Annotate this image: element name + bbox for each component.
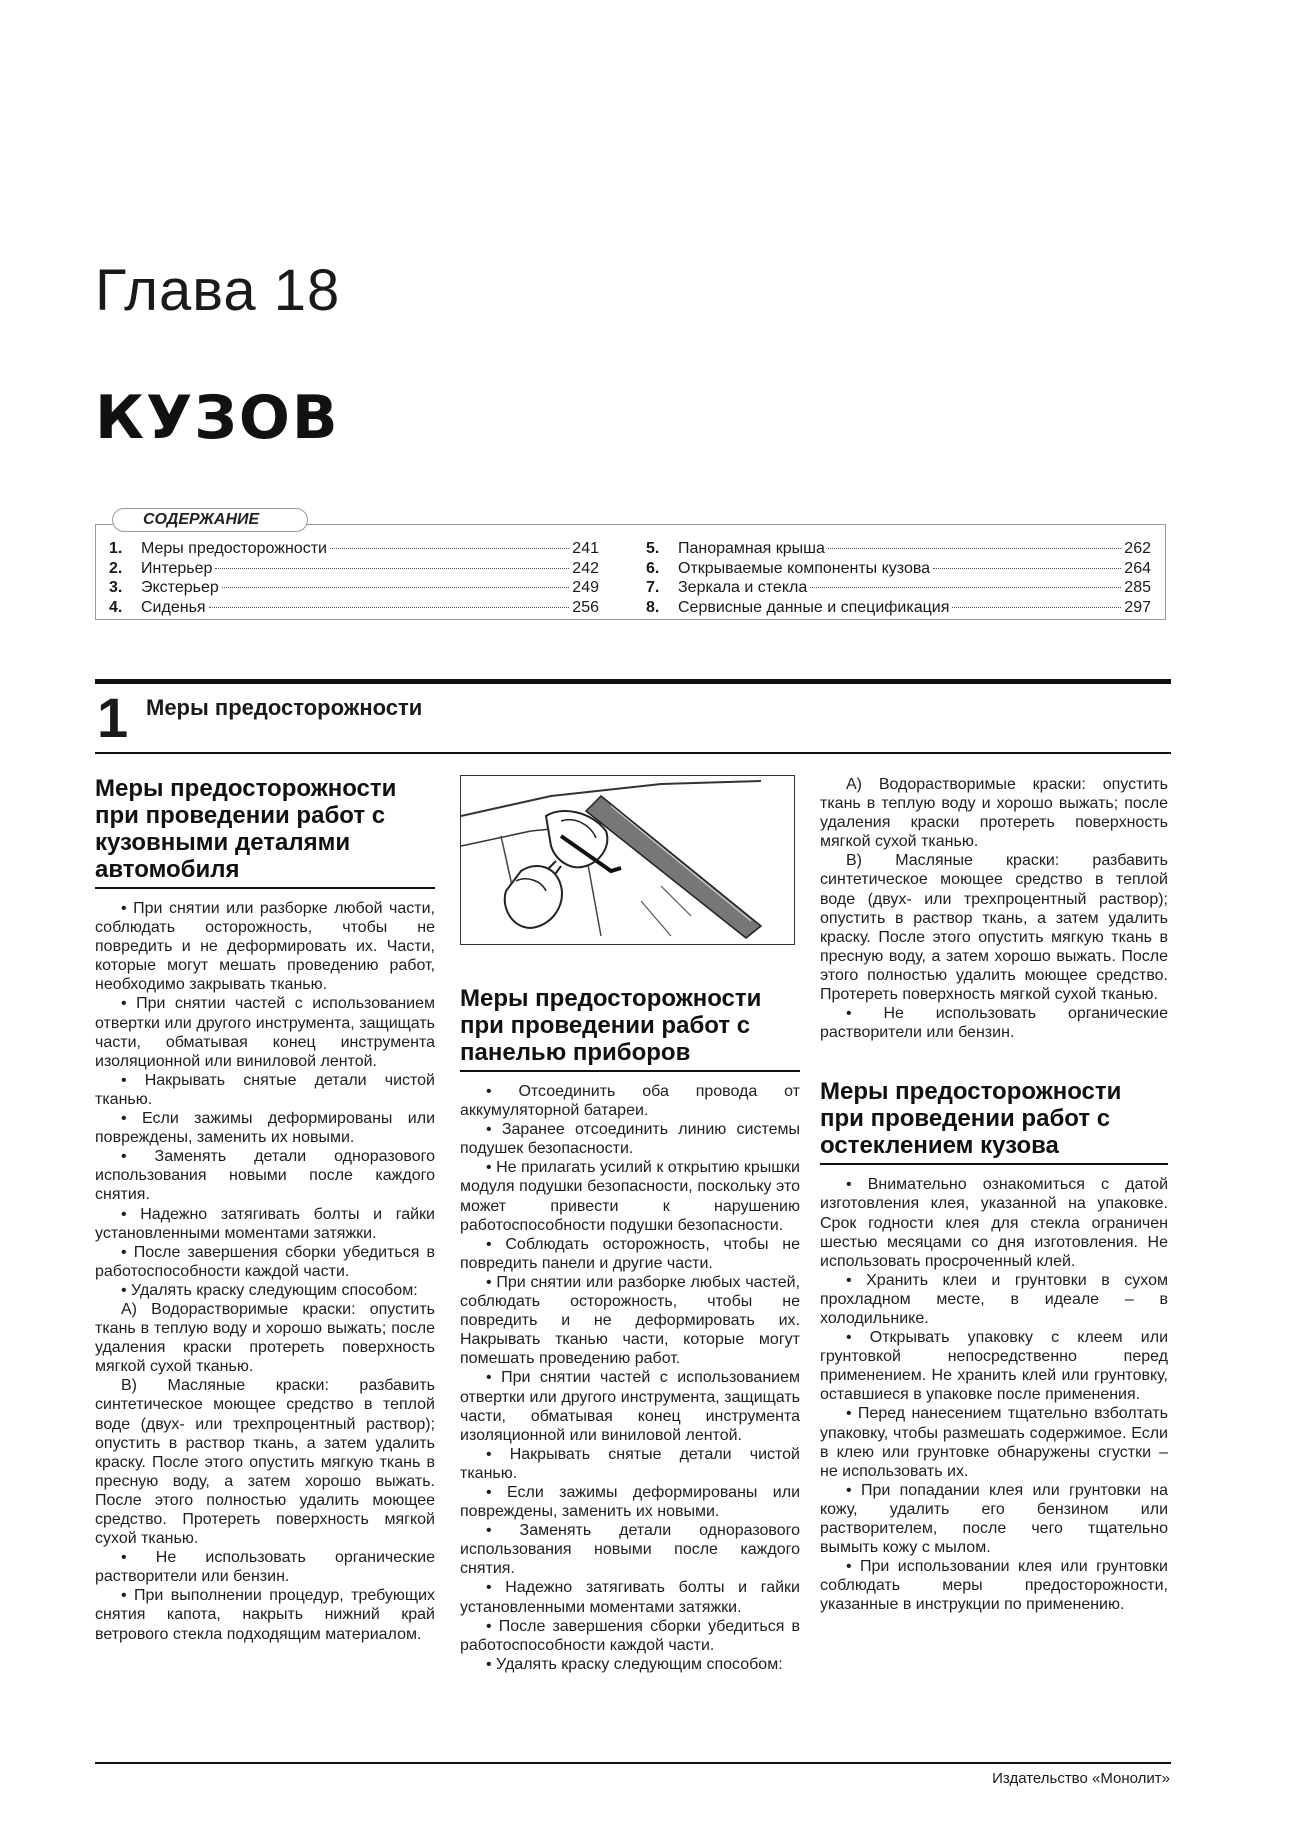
toc-heading: СОДЕРЖАНИЕ [112, 508, 308, 532]
toc-item-title: Сиденья [141, 598, 206, 616]
paragraph: B) Масляные краски: разбавить синтетическое моющее средство в теплой воде (двух- или трехпроцентный раствор); опустить в раствор ткань, а затем удалить краску. После этого опустить мягкую ткань в пресную воду, а затем хорошо выжать. После этого полностью удалить моющее средство. Протереть поверхность мягкой сухой тканью. [95, 1377, 435, 1548]
paragraph: • Отсоединить оба провода от аккумуляторной батареи. [460, 1083, 800, 1120]
toc-item[interactable] [646, 578, 1151, 598]
section-divider-thick [95, 679, 1171, 684]
toc-leader-dots [933, 568, 1121, 569]
subsection-heading-instrument-panel: Меры предосторожности при проведении работ с панелью приборов [460, 985, 800, 1072]
toc-item-number: 5. [646, 540, 660, 557]
toc-leader-dots [828, 548, 1121, 549]
toc-item-title: Экстерьер [141, 579, 219, 596]
toc-item[interactable] [646, 559, 1151, 579]
paragraph: B) Масляные краски: разбавить синтетическое моющее средство в теплой воде (двух- или трехпроцентный раствор); опустить в раствор ткань, а затем удалить краску. После этого опустить мягкую ткань в пресную воду, а затем хорошо выжать. После этого полностью удалить моющее средство. Протереть поверхность мягкой сухой тканью. [820, 852, 1168, 1004]
chapter-title: КУЗОВ [95, 383, 340, 453]
section-title: Меры предосторожности [146, 695, 423, 720]
paragraph: • Если зажимы деформированы или повреждены, заменить их новыми. [95, 1110, 435, 1147]
subsection-heading-body-parts: Меры предосторожности при проведении работ с кузовными деталями автомобиля [95, 775, 435, 889]
toc-item-page: 242 [572, 559, 599, 577]
toc-item-title: Панорамная крыша [678, 540, 825, 557]
paragraph: • При снятии частей с использованием отвертки или другого инструмента, защищать части, обматывая конец инструмента изоляционной или виниловой лентой. [95, 995, 435, 1070]
toc-item-number: 4. [109, 598, 123, 616]
paragraph: A) Водорастворимые краски: опустить ткань в теплую воду и хорошо выжать; после удаления краски протереть поверхность мягкой сухой тканью. [95, 1300, 435, 1376]
toc-item-page: 264 [1124, 559, 1151, 577]
paragraph: • Накрывать снятые детали чистой тканью. [95, 1071, 435, 1108]
paragraph: • При снятии или разборке любой части, соблюдать осторожность, чтобы не повредить и не деформировать их. Части, которые могут мешать проведению работ, необходимо закрывать тканью. [95, 900, 435, 994]
toc-item-number: 6. [646, 559, 660, 577]
toc-item-number: 1. [109, 540, 123, 557]
toc-item-title: Сервисные данные и спецификация [678, 598, 950, 616]
toc-leader-dots [810, 587, 1121, 588]
toc-column-right [646, 539, 1151, 617]
toc-item[interactable] [109, 559, 599, 579]
footer-divider [95, 1762, 1171, 1764]
toc-leader-dots [209, 607, 570, 608]
paragraph: • Не прилагать усилий к открытию крышки модуля подушки безопасности, поскольку это может привести к нарушению работоспособности подушки безопасности. [460, 1159, 800, 1234]
paragraph: • Соблюдать осторожность, чтобы не повредить панели и другие части. [460, 1235, 800, 1272]
paragraph: • Внимательно ознакомиться с датой изготовления клея, указанной на упаковке. Срок годности клея для стекла ограничен шестью месяцами со дня изготовления. Не использовать просроченный клей. [820, 1176, 1168, 1270]
subsection-heading-glazing: Меры предосторожности при проведении работ с остеклением кузова [820, 1078, 1168, 1165]
table-of-contents [95, 511, 1166, 620]
text-column-2 [460, 775, 800, 1674]
toc-item-page: 249 [572, 579, 599, 596]
toc-leader-dots [952, 607, 1121, 608]
paragraph: • Удалять краску следующим способом: [121, 1281, 418, 1299]
paragraph: • Открывать упаковку с клеем или грунтовкой непосредственно перед применением. Не хранить клей или грунтовку, оставшиеся в упаковке после применения. [820, 1329, 1168, 1404]
toc-item-page: 285 [1124, 579, 1151, 596]
paragraph: • Накрывать снятые детали чистой тканью. [460, 1445, 800, 1482]
paragraph: • Не использовать органические растворители или бензин. [820, 1005, 1168, 1042]
toc-item-number: 2. [109, 559, 123, 577]
paragraph: • Надежно затягивать болты и гайки установленными моментами затяжки. [460, 1579, 800, 1616]
toc-item[interactable] [109, 578, 599, 598]
toc-item-page: 256 [572, 598, 599, 616]
toc-item[interactable] [646, 539, 1151, 559]
paragraph: • При снятии или разборке любых частей, соблюдать осторожность, чтобы не повредить и не деформировать их. Накрывать тканью части, которые могут помешать проведению работ. [460, 1273, 800, 1368]
toc-item[interactable] [109, 598, 599, 618]
paragraph: • Не использовать органические растворители или бензин. [95, 1549, 435, 1586]
toc-item-number: 7. [646, 579, 660, 596]
paragraph: A) Водорастворимые краски: опустить ткань в теплую воду и хорошо выжать; после удаления краски протереть поверхность мягкой сухой тканью. [820, 776, 1168, 851]
toc-item-title: Зеркала и стекла [678, 579, 808, 596]
paragraph: • При выполнении процедур, требующих снятия капота, накрыть нижний край ветрового стекла подходящим материалом. [95, 1587, 435, 1643]
paragraph: • После завершения сборки убедиться в работоспособности каждой части. [460, 1617, 800, 1654]
toc-item[interactable] [646, 598, 1151, 618]
toc-leader-dots [222, 587, 570, 588]
paragraph: • После завершения сборки убедиться в работоспособности каждой части. [95, 1243, 435, 1280]
section-number: 1 [97, 686, 129, 749]
toc-item-number: 8. [646, 598, 660, 616]
toc-item[interactable] [109, 539, 599, 559]
toc-item-title: Открываемые компоненты кузова [678, 559, 931, 577]
paragraph: • Надежно затягивать болты и гайки установленными моментами затяжки. [95, 1205, 435, 1242]
illustration-figure [460, 775, 795, 945]
toc-leader-dots [330, 548, 569, 549]
paragraph: • Хранить клеи и грунтовки в сухом прохладном месте, в идеале – в холодильнике. [820, 1271, 1168, 1327]
paragraph: • При использовании клея или грунтовки соблюдать меры предосторожности, указанные в инструкции по применению. [820, 1558, 1168, 1614]
paragraph: • Перед нанесением тщательно взболтать упаковку, чтобы размешать содержимое. Если в клею или грунтовке обнаружены сгустки – не использовать их. [820, 1405, 1168, 1480]
toc-column-left [109, 539, 599, 617]
toc-item-page: 297 [1124, 598, 1151, 616]
paragraph: • При снятии частей с использованием отвертки или другого инструмента, защищать части, обматывая конец инструмента изоляционной или виниловой лентой. [460, 1369, 800, 1444]
toc-item-page: 262 [1124, 540, 1151, 557]
paragraph: • При попадании клея или грунтовки на кожу, удалить его бензином или растворителем, после чего тщательно вымыть кожу с мылом. [820, 1481, 1168, 1557]
paragraph: • Заранее отсоединить линию системы подушек безопасности. [460, 1121, 800, 1158]
footer-publisher: Издательство «Монолит» [992, 1770, 1170, 1787]
paragraph: • Удалять краску следующим способом: [486, 1655, 783, 1673]
section-divider-thin [95, 752, 1171, 754]
toc-leader-dots [215, 568, 569, 569]
text-column-1 [95, 775, 435, 1644]
paragraph: • Заменять детали одноразового использования новыми после каждого снятия. [460, 1522, 800, 1578]
toc-item-title: Меры предосторожности [141, 540, 327, 557]
chapter-label: Глава 18 [95, 258, 341, 323]
paragraph: • Если зажимы деформированы или повреждены, заменить их новыми. [460, 1483, 800, 1521]
text-column-3 [820, 775, 1168, 1614]
toc-item-page: 241 [572, 540, 599, 557]
toc-item-title: Интерьер [141, 559, 213, 577]
windshield-trim-removal-illustration [461, 776, 793, 943]
paragraph: • Заменять детали одноразового использования новыми после каждого снятия. [95, 1148, 435, 1204]
toc-item-number: 3. [109, 579, 123, 596]
